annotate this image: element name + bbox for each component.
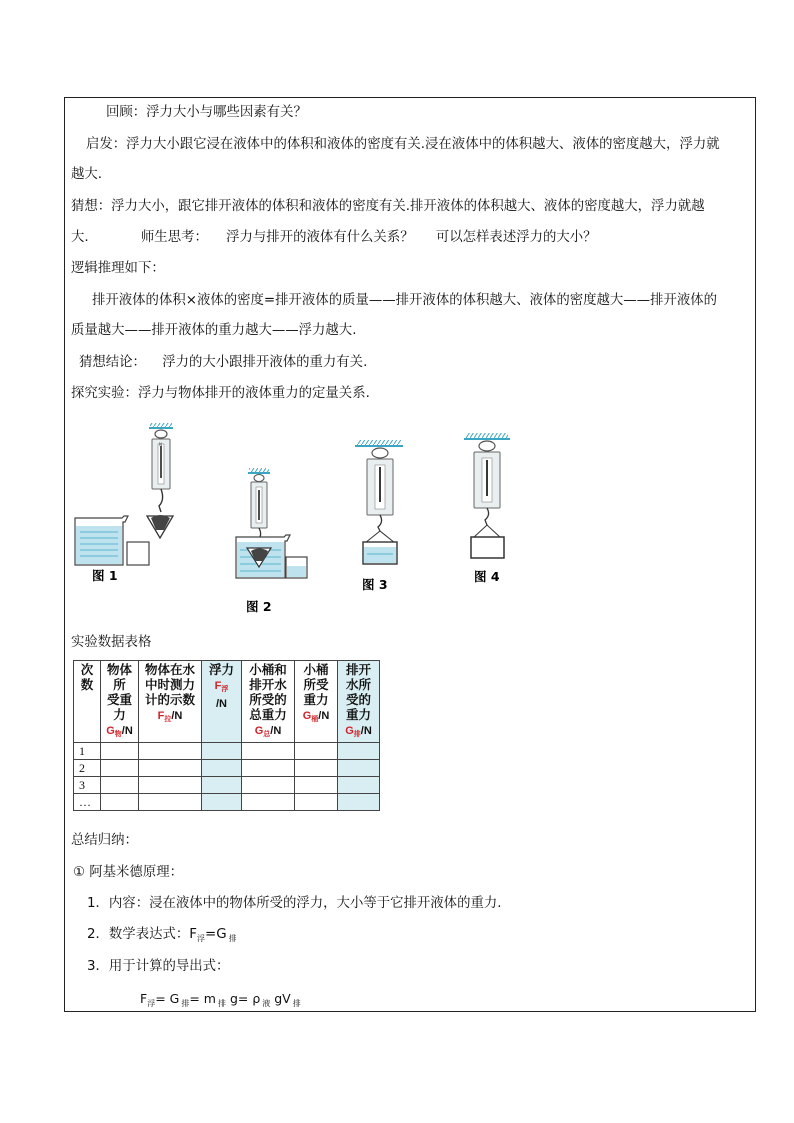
inspiration-line-cont: 越大. bbox=[71, 167, 103, 182]
principle-heading: ① 阿基米德原理： bbox=[73, 865, 183, 880]
figure3-label: 图 3 bbox=[362, 577, 388, 592]
conclusion-text: 浮力的大小跟排开液体的重力有关. bbox=[162, 355, 368, 370]
table-row: 1 bbox=[74, 743, 380, 760]
header-count: 次 数 bbox=[74, 661, 101, 743]
header-buoyancy: 浮力 F浮 /N bbox=[202, 661, 242, 743]
table-row: 2 bbox=[74, 760, 380, 777]
principle-content: 1．内容：浸在液体中的物体所受的浮力，大小等于它排开液体的重力. bbox=[87, 896, 502, 911]
summary-label: 总结归纳： bbox=[71, 833, 138, 848]
table-row: … bbox=[74, 794, 380, 811]
experiment-line: 探究实验：浮力与物体排开的液体重力的定量关系. bbox=[71, 386, 370, 401]
reasoning-line: 排开液体的体积×液体的密度=排开液体的质量——排开液体的体积越大、液体的密度越大——排开液体的 bbox=[92, 293, 718, 308]
figure2-illustration bbox=[236, 468, 307, 578]
reasoning-label: 逻辑推理如下： bbox=[71, 261, 165, 276]
derived-formula-label: 3．用于计算的导出式： bbox=[87, 959, 230, 974]
review-line: 回顾：浮力大小与哪些因素有关？ bbox=[106, 105, 307, 120]
conclusion-line bbox=[79, 354, 367, 372]
experiment-figures bbox=[70, 420, 530, 620]
table-title: 实验数据表格 bbox=[71, 635, 152, 650]
hypothesis-end: 大. bbox=[71, 230, 89, 245]
scale1-unit: N bbox=[159, 442, 162, 447]
figure1-label: 图 1 bbox=[92, 568, 118, 583]
data-table bbox=[73, 660, 380, 811]
header-bucket-weight: 小桶 所受 重力 G桶/N bbox=[295, 661, 338, 743]
discussion-q2: 可以怎样表述浮力的大小？ bbox=[435, 230, 597, 245]
discussion-label: 师生思考： bbox=[140, 230, 208, 245]
table-row: 3 bbox=[74, 777, 380, 794]
hypothesis-line-cont bbox=[71, 229, 597, 247]
header-displaced-weight: 排开 水所 受的 重力 G排/N bbox=[338, 661, 380, 743]
figure1-illustration bbox=[75, 423, 173, 565]
derived-formula: $F_浮= G$ $_排$= m $_排$ g= ρ $_液$ gV $_排$ bbox=[140, 991, 301, 1008]
header-total-weight: 小桶和 排开水 所受的 总重力 G总/N bbox=[242, 661, 295, 743]
figure4-label: 图 4 bbox=[474, 569, 500, 584]
figure3-illustration bbox=[355, 440, 403, 564]
principle-formula: 2．数学表达式：$F_浮=G$ $_排$ bbox=[87, 927, 237, 943]
figure4-illustration bbox=[464, 433, 510, 558]
header-object-weight: 物体 所 受重 力 G物/N bbox=[101, 661, 139, 743]
inspiration-line: 启发：浮力大小跟它浸在液体中的体积和液体的密度有关.浸在液体中的体积越大、液体的密度越大，浮力就 bbox=[86, 137, 720, 152]
table-header-row bbox=[74, 661, 380, 743]
conclusion-label: 猜想结论： bbox=[79, 355, 146, 370]
reasoning-line-cont: 质量越大——排开液体的重力越大——浮力越大. bbox=[71, 323, 357, 338]
header-scale-reading: 物体在水 中时测力 计的示数 F拉/N bbox=[139, 661, 202, 743]
hypothesis-line: 猜想：浮力大小，跟它排开液体的体积和液体的密度有关.排开液体的体积越大、液体的密度越大，浮力就越 bbox=[71, 199, 705, 214]
discussion-q1: 浮力与排开的液体有什么关系？ bbox=[226, 230, 414, 245]
figure2-label: 图 2 bbox=[246, 599, 272, 614]
